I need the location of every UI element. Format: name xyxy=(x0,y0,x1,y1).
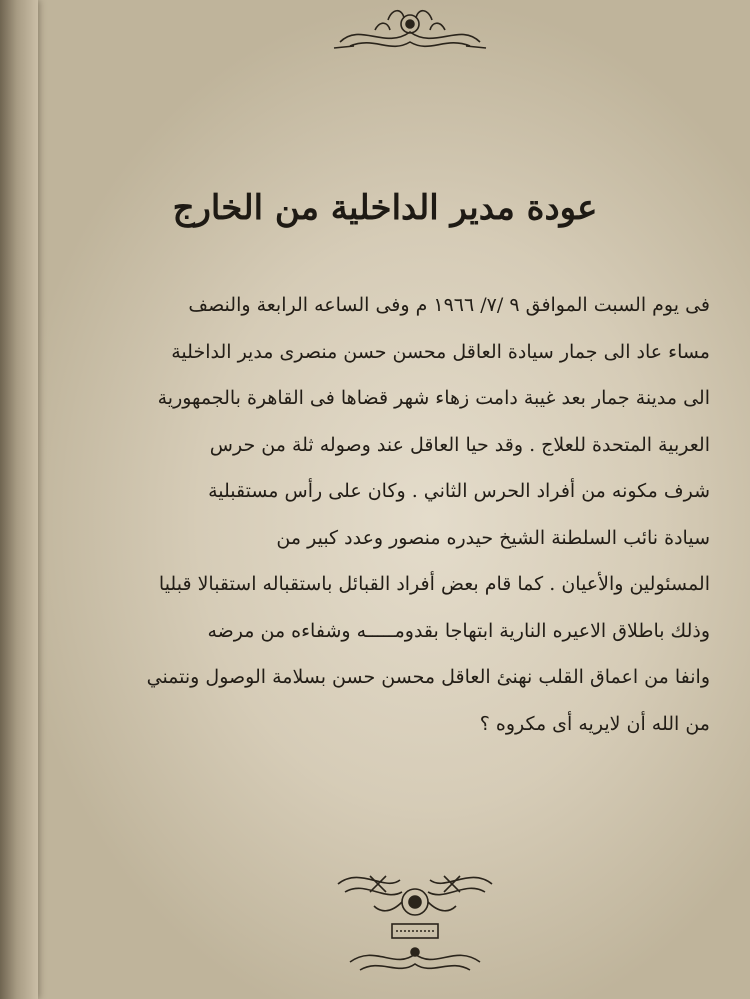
text-line: شرف مكونه من أفراد الحرس الثاني . وكان على رأس مستقبلية xyxy=(208,480,710,502)
text-line: من الله أن لايريه أى مكروه ؟ xyxy=(479,712,710,735)
text-line: مساء عاد الى جمار سيادة العاقل محسن حسن منصرى مدير الداخلية xyxy=(171,340,710,363)
book-spine xyxy=(0,0,38,999)
article-body xyxy=(100,282,710,747)
text-line: المسئولين والأعيان . كما قام بعض أفراد القبائل باستقباله استقبالا قبليا xyxy=(158,573,710,595)
text-line: وذلك باطلاق الاعيره النارية ابتهاجا بقدومـــــه وشفاءه من مرضه xyxy=(207,619,710,642)
page-title: عودة مدير الداخلية من الخارج xyxy=(172,188,598,228)
text-line: فى يوم السبت الموافق ٩ /٧/ ١٩٦٦ م وفى الساعه الرابعة والنصف xyxy=(188,294,710,316)
text-line: وانفا من اعماق القلب نهنئ العاقل محسن حسن بسلامة الوصول ونتمني xyxy=(146,666,710,688)
text-line: سيادة نائب السلطنة الشيخ حيدره منصور وعدد كبير من xyxy=(276,526,710,549)
ribbon-ornament-icon xyxy=(330,862,500,982)
text-line: الى مدينة جمار بعد غيبة دامت زهاء شهر قضاها فى القاهرة بالجمهورية xyxy=(157,387,710,409)
text-line: العربية المتحدة للعلاج . وقد حيا العاقل عند وصوله ثلة من حرس xyxy=(209,433,710,456)
floral-ornament-icon xyxy=(330,2,490,54)
